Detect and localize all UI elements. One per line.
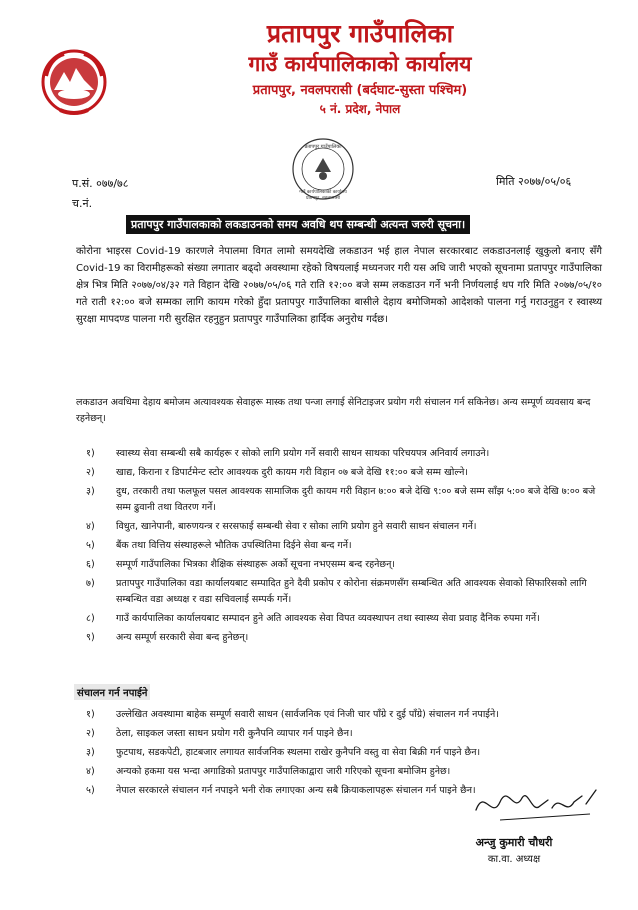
- services-intro: लकडाउन अवधिमा देहाय बमोजम अत्यावश्यक सेवाहरू मास्क तथा पन्जा लगाई सेनिटाइजर प्रयोग गरी संचालन गर्न सकिनेछ। अन्य सम्पूर्ण व्यवसाय बन्द रहनेछन्।: [76, 397, 591, 424]
- list-item: ७) प्रतापपुर गाउँपालिका वडा कार्यालयबाट सम्पादित हुने दैवी प्रकोप र कोरोना संक्रमणसँग सम्बन्धित अति आवश्यक सेवाको सिफारिसको लागि सम्बन्धित वडा अध्यक्ष र वडा सचिवलाई सम्पर्क गर्ने।: [86, 578, 587, 605]
- province-line: ५ नं. प्रदेश, नेपाल: [319, 102, 401, 116]
- signer-role: का.वा. अध्यक्ष: [487, 854, 541, 865]
- signer-name: अन्जु कुमारी चौधरी: [475, 836, 553, 849]
- allowed-services-list: [86, 446, 606, 649]
- list-item: १) उल्लेखित अवस्थामा बाहेक सम्पूर्ण सवारी साधन (सार्वजनिक एवं निजी चार पाँग्रे र दुई पाँग्रे) संचालन गर्न नपाईने।: [86, 709, 499, 720]
- office-stamp: [288, 136, 358, 202]
- prohibited-heading: संचालन गर्न नपाईने: [74, 684, 150, 700]
- notice-date: मिति २०७७/०५/०६: [496, 175, 572, 188]
- list-item: ३) दुध, तरकारी तथा फलफूल पसल आवश्यक सामाजिक दुरी कायम गरी विहान ७:०० बजे देखि ९:०० बजे सम्म साँझ ५:०० बजे देखि ७:०० बजे सम्म ढुवानी तथा वितरण गर्ने।: [86, 486, 596, 513]
- stamp-text-1: प्रतापपुर गाउँपालिका: [304, 144, 342, 150]
- dispatch-number: च.नं.: [72, 197, 93, 210]
- stamp-text-3: प्रतापपुर, नवलपरासी: [306, 196, 340, 201]
- signer-block: [454, 834, 574, 868]
- office-name: गाउँ कार्यपालिकाको कार्यालय: [248, 52, 472, 76]
- list-item: ५) नेपाल सरकारले संचालन गर्न नपाइने भनी रोक लगाएका अन्य सबै क्रियाकलापहरू संचालन गर्न पाइने छैन।: [86, 785, 476, 796]
- list-item: ४) विधुत, खानेपानी, बारुणयन्त्र र सरसफाई सम्बन्धी सेवा र सोका लागि प्रयोग हुने सवारी साधन संचालन गर्ने।: [86, 521, 477, 532]
- notice-title: प्रतापपुर गाउँपालकाको लकडाउनको समय अवधि थप सम्बन्धी अत्यन्त जरुरी सूचना।: [126, 215, 470, 234]
- list-item: ९) अन्य सम्पूर्ण सरकारी सेवा बन्द हुनेछन्।: [86, 632, 249, 643]
- handwritten-signature: [470, 780, 600, 830]
- reference-block: [72, 174, 128, 214]
- office-address: प्रतापपुर, नवलपरासी (बर्दघाट-सुस्ता पश्चिम): [252, 83, 468, 98]
- list-item: ५) बैंक तथा वित्तिय संस्थाहरूले भौतिक उपस्थितिमा दिईने सेवा बन्द गर्ने।: [86, 540, 352, 551]
- letterhead: [120, 18, 600, 118]
- list-item: ६) सम्पूर्ण गाउँपालिका भित्रका शैक्षिक संस्थाहरू अर्को सूचना नभएसम्म बन्द रहनेछन्।: [86, 559, 395, 570]
- reference-number: प.सं. ०७७/७८: [72, 177, 129, 190]
- list-item: २) खाद्य, किराना र डिपार्टमेन्ट स्टोर आवश्यक दुरी कायम गरी विहान ०७ बजे देखि ११:०० बजे सम्म खोल्ने।: [86, 467, 468, 478]
- municipality-name: प्रतापपुर गाउँपालिका: [266, 19, 454, 48]
- nepal-emblem-icon: [40, 48, 108, 116]
- stamp-text-2: गाउँ कार्यपालिकाको कार्यालय: [299, 190, 347, 195]
- list-item: २) ठेला, साइकल जस्ता साधन प्रयोग गरी कुनैपनि व्यापार गर्न पाइने छैन।: [86, 728, 353, 739]
- list-item: ४) अन्यको हकमा यस भन्दा अगाडिको प्रतापपुर गाउँपालिकाद्वारा जारी गरिएको सूचना बमोजिम हुनेछ।: [86, 766, 451, 777]
- list-item: १) स्वास्थ्य सेवा सम्बन्धी सबै कार्यहरू र सोको लागि प्रयोग गर्ने सवारी साधन साथका परिचयपत्र अनिवार्य लगाउने।: [86, 448, 490, 459]
- list-item: ८) गाउँ कार्यपालिका कार्यालयबाट सम्पादन हुने अति आवश्यक सेवा विपत व्यवस्थापन तथा स्वास्थ्य सेवा प्रवाह दैनिक रुपमा गर्ने।: [86, 613, 540, 624]
- list-item: ३) फुटपाथ, सडकपेटी, हाटबजार लगायत सार्वजनिक स्थलमा राखेर कुनैपनि वस्तु वा सेवा बिक्री गर्न पाइने छैन।: [86, 747, 481, 758]
- intro-paragraph: कोरोना भाइरस Covid-19 कारणले नेपालमा विगत लामो समयदेखि लकडाउन भई हाल नेपाल सरकारबाट लकडाउनलाई खुकुलो बनाए सँगै Covid-19 का विरामीहरूको संख्या लगातार बढ्दो अवस्थामा रहेको विषयलाई मध्यनजर गरी यस अधि जारी भएको सूचनामा प्रतापपुर गाउँपालिका क्षेत्र भित्र मिति २०७७/०४/३२ गते विहान देखि २०७७/०५/०६ गते राति १२:०० बजे सम्म लकडाउन गर्ने भनी निर्णयलाई थप गरि मिति २०७७/०५/१० गते राती १२:०० बजे सम्मका लागि कायम गरेको हुँदा प्रतापपुर गाउँपालिका बासीले देहाय बमोजिमको आदेशको पालना गर्नु गराउनुहुन र स्वास्थ्य सुरक्षा मापदण्ड पालना गरी सुरक्षित रहनुहुन प्रतापपुर गाउँपालिका हार्दिक अनुरोध गर्दछ।: [76, 246, 602, 325]
